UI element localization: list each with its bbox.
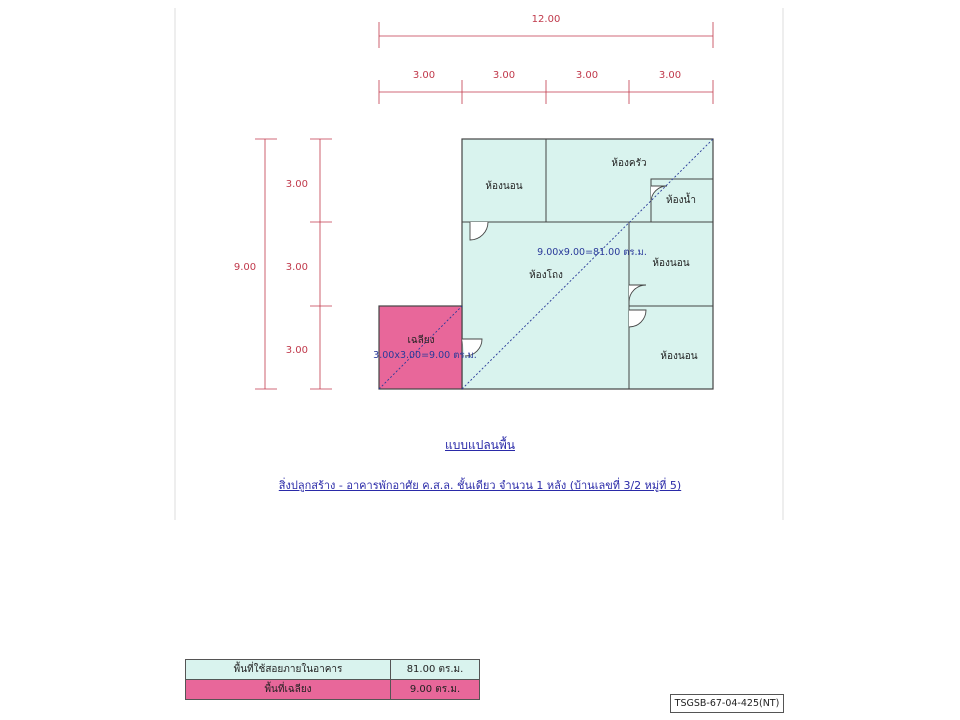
segment-depth-label-2: 3.00 [285,262,308,273]
room-label-hall: ห้องโถง [529,270,563,281]
legend-interior-label: พื้นที่ใช้สอยภายในอาคาร [186,660,391,680]
legend-porch-label: พื้นที่เฉลียง [186,680,391,700]
room-label-bedroom-right-mid: ห้องนอน [652,258,690,269]
porch-area-calculation: 3.00x3.00=9.00 ตร.ม. [373,350,477,361]
main-area-calculation: 9.00x9.00=81.00 ตร.ม. [537,247,647,258]
overall-width-label: 12.00 [531,14,561,25]
segment-width-label-2: 3.00 [492,70,516,81]
legend-row-porch [186,680,480,700]
overall-depth-label: 9.00 [233,262,257,273]
segment-width-label-4: 3.00 [658,70,682,81]
document-code: TSGSB-67-04-425(NT) [670,694,784,713]
segment-width-label-1: 3.00 [412,70,436,81]
legend-row-interior [186,660,480,680]
plan-subtitle: สิ่งปลูกสร้าง - อาคารพักอาศัย ค.ส.ล. ชั้นเดียว จำนวน 1 หลัง (บ้านเลขที่ 3/2 หมู่ที่ 5) [278,479,682,492]
room-label-porch: เฉลียง [407,335,435,346]
segment-depth-label-1: 3.00 [285,179,308,190]
segment-depth-label-3: 3.00 [285,345,308,356]
legend-porch-value: 9.00 ตร.ม. [391,680,480,700]
legend-interior-value: 81.00 ตร.ม. [391,660,480,680]
overall-width-dimension [379,14,713,48]
overall-depth-dimension [234,139,277,389]
room-label-kitchen: ห้องครัว [611,158,647,169]
plan-title: แบบแปลนพื้น [445,438,515,452]
room-label-bathroom: ห้องน้ำ [666,195,696,206]
room-label-bedroom-right-bottom: ห้องนอน [660,351,698,362]
segment-depth-dimension [286,139,332,389]
segment-width-dimension [379,70,713,104]
room-label-bedroom-top-left: ห้องนอน [485,181,523,192]
segment-width-label-3: 3.00 [575,70,599,81]
area-legend-table [185,659,480,700]
